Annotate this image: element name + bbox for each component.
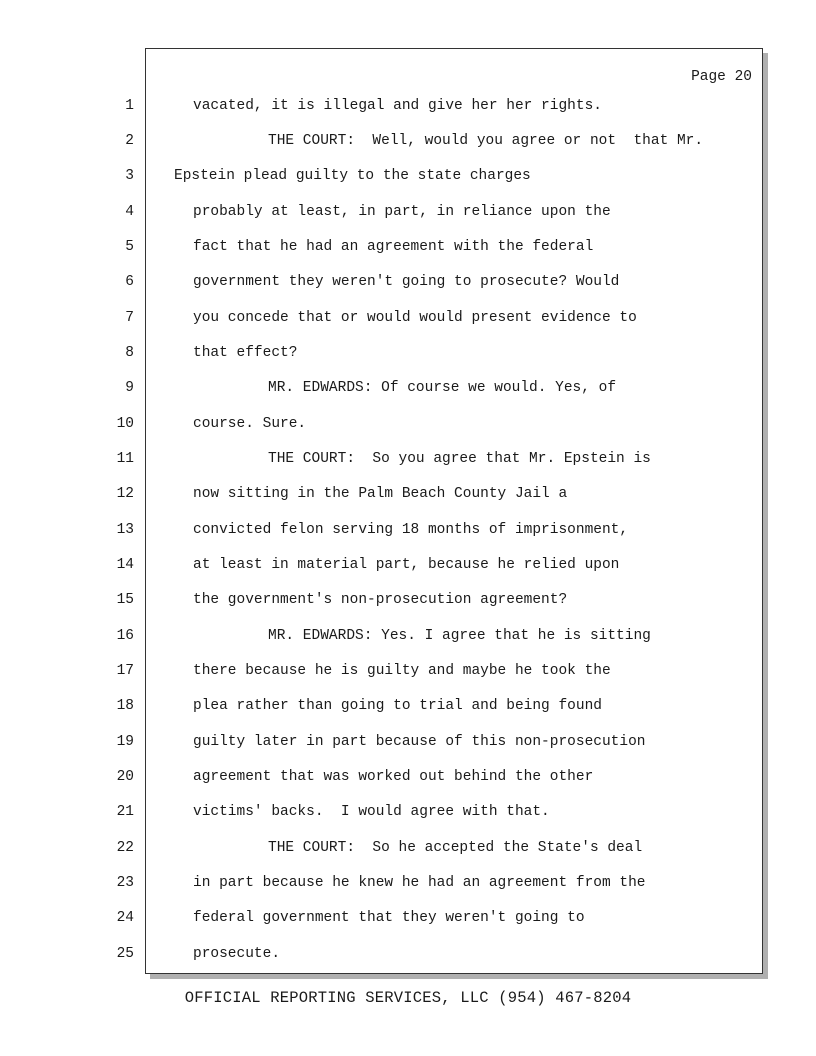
transcript-line: convicted felon serving 18 months of imprisonment, [193, 522, 629, 538]
line-number: 12 [116, 486, 134, 502]
transcript-line: the government's non-prosecution agreement? [193, 592, 568, 608]
transcript-line: THE COURT: So you agree that Mr. Epstein is [268, 451, 651, 467]
transcript-line: there because he is guilty and maybe he took the [193, 663, 611, 679]
line-number: 19 [116, 734, 134, 750]
line-number: 1 [125, 98, 134, 114]
transcript-line: MR. EDWARDS: Yes. I agree that he is sitting [268, 628, 651, 644]
transcript-line: government they weren't going to prosecute? Would [193, 274, 620, 290]
line-number: 17 [116, 663, 134, 679]
transcript-line: guilty later in part because of this non-prosecution [193, 734, 646, 750]
line-number: 8 [125, 345, 134, 361]
transcript-line: at least in material part, because he relied upon [193, 557, 620, 573]
transcript-line: vacated, it is illegal and give her her rights. [193, 98, 602, 114]
transcript-line: THE COURT: So he accepted the State's deal [268, 840, 643, 856]
line-number: 4 [125, 204, 134, 220]
line-number: 3 [125, 168, 134, 184]
page-number-label: Page 20 [691, 69, 752, 85]
line-number: 7 [125, 310, 134, 326]
transcript-line: MR. EDWARDS: Of course we would. Yes, of [268, 380, 617, 396]
transcript-line: probably at least, in part, in reliance upon the [193, 204, 611, 220]
line-number: 23 [116, 875, 134, 891]
transcript-line: fact that he had an agreement with the federal [193, 239, 594, 255]
transcript-line: prosecute. [193, 946, 281, 962]
transcript-line: in part because he knew he had an agreement from the [193, 875, 646, 891]
line-number: 20 [116, 769, 134, 785]
transcript-line: federal government that they weren't going to [193, 910, 585, 926]
line-number: 15 [116, 592, 134, 608]
line-number: 24 [116, 910, 134, 926]
line-number: 18 [116, 698, 134, 714]
line-number: 5 [125, 239, 134, 255]
transcript-line: you concede that or would would present evidence to [193, 310, 637, 326]
transcript-line: THE COURT: Well, would you agree or not that Mr. [268, 133, 704, 149]
transcript-line: that effect? [193, 345, 298, 361]
line-number: 2 [125, 133, 134, 149]
line-number: 9 [125, 380, 134, 396]
line-number: 21 [116, 804, 134, 820]
transcript-line: course. Sure. [193, 416, 307, 432]
transcript-line: Epstein plead guilty to the state charges [174, 168, 531, 184]
transcript-line: victims' backs. I would agree with that. [193, 804, 550, 820]
transcript-page [145, 48, 763, 974]
line-number: 25 [116, 946, 134, 962]
line-number: 6 [125, 274, 134, 290]
transcript-line: now sitting in the Palm Beach County Jail a [193, 486, 568, 502]
line-number: 13 [116, 522, 134, 538]
line-number: 16 [116, 628, 134, 644]
line-number: 14 [116, 557, 134, 573]
line-number: 22 [116, 840, 134, 856]
reporter-footer: OFFICIAL REPORTING SERVICES, LLC (954) 467-8204 [184, 989, 632, 1007]
transcript-line: agreement that was worked out behind the other [193, 769, 594, 785]
transcript-line: plea rather than going to trial and being found [193, 698, 602, 714]
line-number: 10 [116, 416, 134, 432]
line-number: 11 [116, 451, 134, 467]
